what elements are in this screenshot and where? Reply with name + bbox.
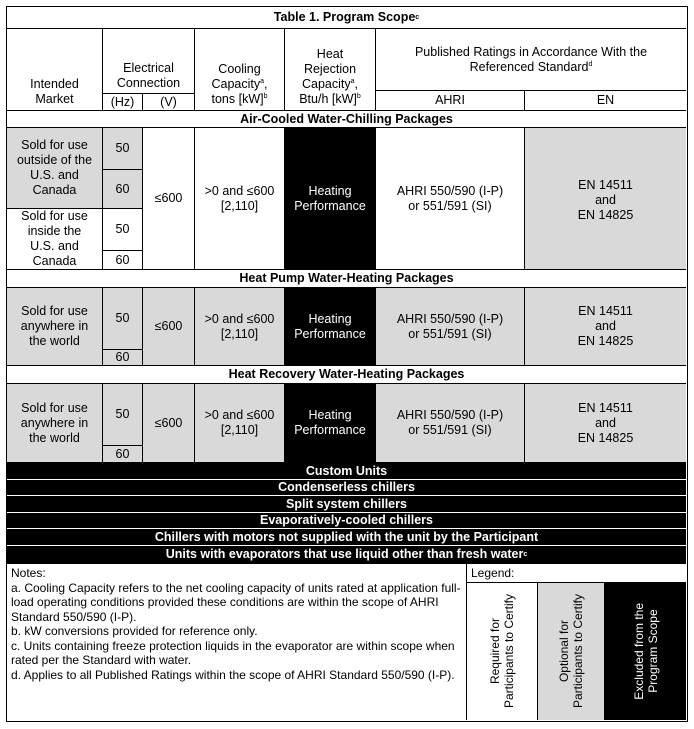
legend-excluded (605, 583, 686, 720)
note-a: a. Cooling Capacity refers to the net cooling capacity of units rated at application full-load operating conditions provided these conditions are within the scope of AHRI Standard 550/590 (I-P). (11, 580, 461, 624)
hp-en-line2: and (595, 319, 616, 333)
header-heat-line3: Capacity (301, 77, 351, 91)
air-ahri-line1: AHRI 550/590 (I-P) (396, 183, 504, 198)
air-ahri-line2: or 551/591 (SI) (408, 198, 492, 213)
air-voltage: ≤600 (143, 128, 195, 270)
hp-heating-line1: Heating (308, 311, 352, 326)
note-d: d. Applies to all Published Ratings within the scope of AHRI Standard 550/590 (I-P). (11, 667, 455, 682)
header-electrical (103, 29, 195, 94)
hp-market-line3: the world (29, 334, 80, 348)
excluded-condenserless: Condenserless chillers (7, 480, 686, 496)
hp-hz50: 50 (103, 288, 143, 350)
hp-heating-performance (285, 288, 376, 366)
hp-en-line3: EN 14825 (577, 334, 634, 348)
header-published-line2: Referenced Standard (469, 59, 589, 74)
heat-pump-market (7, 288, 103, 366)
hr-ahri-line2: or 551/591 (SI) (408, 423, 492, 437)
header-cooling-sup-b: b (263, 92, 268, 100)
hr-market-line1: Sold for use (21, 400, 88, 415)
air-heating-line1: Heating (308, 183, 352, 198)
hr-ahri-line1: AHRI 550/590 (I-P) (396, 408, 504, 422)
section-heat-recovery: Heat Recovery Water-Heating Packages (7, 366, 686, 384)
excluded-evaporatively-cooled: Evaporatively-cooled chillers (7, 513, 686, 529)
market-outside-us (7, 128, 103, 209)
excluded-non-fresh-water-text: Units with evaporators that use liquid other than fresh water (165, 547, 524, 561)
table-title: Table 1. Program Scope c (7, 7, 686, 29)
hp-cooling-capacity (195, 288, 285, 366)
header-heat-line4: Btu/h [kW] (299, 92, 357, 106)
legend-optional-line2: Participants to Certify (571, 594, 585, 709)
header-published-line1: Published Ratings in Accordance With the (414, 44, 648, 59)
header-electrical-line2: Connection (116, 76, 181, 90)
excluded-motors-not-supplied: Chillers with motors not supplied with the unit by the Participant (7, 529, 686, 546)
header-en: EN (525, 91, 686, 111)
section-air-cooled: Air-Cooled Water-Chilling Packages (7, 111, 686, 128)
legend-required (467, 583, 538, 720)
air-inside-hz60: 60 (103, 251, 143, 270)
hp-ahri-standard (376, 288, 525, 366)
header-heat-rejection (285, 29, 376, 111)
header-hz: (Hz) (103, 94, 143, 111)
hp-hz60: 60 (103, 350, 143, 366)
legend-heading: Legend: (467, 564, 686, 583)
hr-ahri-standard (376, 384, 525, 463)
hr-heating-performance (285, 384, 376, 463)
excluded-custom-units: Custom Units (7, 463, 686, 480)
header-intended-line2: Market (35, 92, 74, 106)
header-v: (V) (143, 94, 195, 111)
air-inside-hz50: 50 (103, 209, 143, 251)
note-b: b. kW conversions provided for reference only. (11, 624, 258, 638)
hp-cooling-line2: [2,110] (220, 326, 259, 341)
air-heating-line2: Performance (294, 198, 366, 213)
hr-cooling-line2: [2,110] (220, 423, 259, 437)
legend-optional-line1: Optional for (557, 620, 571, 683)
header-electrical-line1: Electrical (123, 61, 174, 75)
header-cooling-line1: Cooling (218, 62, 261, 76)
hr-voltage: ≤600 (143, 384, 195, 463)
excluded-split-system: Split system chillers (7, 496, 686, 513)
program-scope-table (6, 6, 688, 722)
inside-line4: Canada (32, 254, 77, 268)
hr-cooling-capacity (195, 384, 285, 463)
header-intended-line1: Intended (30, 77, 79, 91)
hp-ahri-line2: or 551/591 (SI) (408, 326, 492, 341)
heat-recovery-market (7, 384, 103, 463)
air-cooling-line1: >0 and ≤600 (204, 183, 275, 198)
header-ahri: AHRI (376, 91, 525, 111)
hr-en-line1: EN 14511 (578, 400, 633, 415)
table-title-text: Table 1. Program Scope (273, 10, 416, 24)
market-inside-us (7, 209, 103, 270)
hr-heating-line1: Heating (308, 408, 352, 422)
hp-en-standard (525, 288, 686, 366)
inside-line1: Sold for use (21, 209, 88, 223)
header-published-ratings (376, 29, 686, 91)
air-ahri-standard (376, 128, 525, 270)
air-en-line1: EN 14511 (578, 178, 633, 192)
outside-line3: U.S. and (30, 168, 79, 182)
header-heat-line1: Heat (316, 47, 344, 61)
outside-line4: Canada (32, 183, 77, 197)
header-heat-sup-b: b (356, 92, 361, 100)
hr-hz60: 60 (103, 446, 143, 463)
air-outside-hz50: 50 (103, 128, 143, 170)
excluded-non-fresh-water: Units with evaporators that use liquid other than fresh water c (7, 546, 686, 564)
hr-en-line2: and (595, 415, 616, 430)
section-heat-pump: Heat Pump Water-Heating Packages (7, 270, 686, 288)
outside-line2: outside of the (16, 153, 93, 167)
notes-block (7, 564, 467, 720)
air-en-standard (525, 128, 686, 270)
header-heat-line2: Rejection (303, 62, 357, 76)
hp-market-line1: Sold for use (21, 304, 88, 318)
hp-en-line1: EN 14511 (578, 304, 633, 318)
hr-en-line3: EN 14825 (577, 430, 634, 445)
hp-voltage: ≤600 (143, 288, 195, 366)
hr-cooling-line1: >0 and ≤600 (204, 408, 275, 422)
hp-market-line2: anywhere in (20, 319, 89, 333)
header-published-sup-d: d (588, 60, 593, 68)
air-cooling-capacity (195, 128, 285, 270)
header-cooling-line2: Capacity (211, 77, 261, 91)
header-cooling-sup-a: a (260, 77, 265, 85)
hr-heating-line2: Performance (294, 423, 366, 437)
hr-hz50: 50 (103, 384, 143, 446)
inside-line3: U.S. and (30, 239, 79, 253)
legend-excluded-line2: Program Scope (645, 609, 660, 694)
header-cooling-comma: , (264, 77, 268, 91)
hp-cooling-line1: >0 and ≤600 (204, 311, 275, 326)
air-heating-performance (285, 128, 376, 270)
hp-heating-line2: Performance (294, 326, 366, 341)
notes-heading: Notes: (11, 566, 46, 580)
legend-required-line1: Required for (488, 618, 502, 685)
inside-line2: inside the (27, 224, 82, 238)
header-cooling-line3: tons [kW] (211, 92, 264, 106)
legend-required-line2: Participants to Certify (502, 594, 516, 709)
air-cooling-line2: [2,110] (220, 198, 259, 213)
header-cooling-capacity (195, 29, 285, 111)
hr-market-line3: the world (29, 430, 80, 445)
legend-excluded-line1: Excluded from the (631, 603, 646, 700)
air-en-line2: and (595, 193, 616, 207)
outside-line1: Sold for use (21, 138, 88, 152)
hp-ahri-line1: AHRI 550/590 (I-P) (396, 311, 504, 326)
note-c: c. Units containing freeze protection liquids in the evaporator are within scope when rated per the Standard with water. (11, 638, 455, 667)
header-heat-comma: , (354, 77, 359, 91)
hr-market-line2: anywhere in (20, 415, 89, 430)
air-outside-hz60: 60 (103, 170, 143, 209)
legend-optional (538, 583, 605, 720)
hr-en-standard (525, 384, 686, 463)
header-intended-market (7, 29, 103, 111)
header-heat-sup-a: a (350, 77, 355, 85)
air-en-line3: EN 14825 (577, 208, 634, 222)
